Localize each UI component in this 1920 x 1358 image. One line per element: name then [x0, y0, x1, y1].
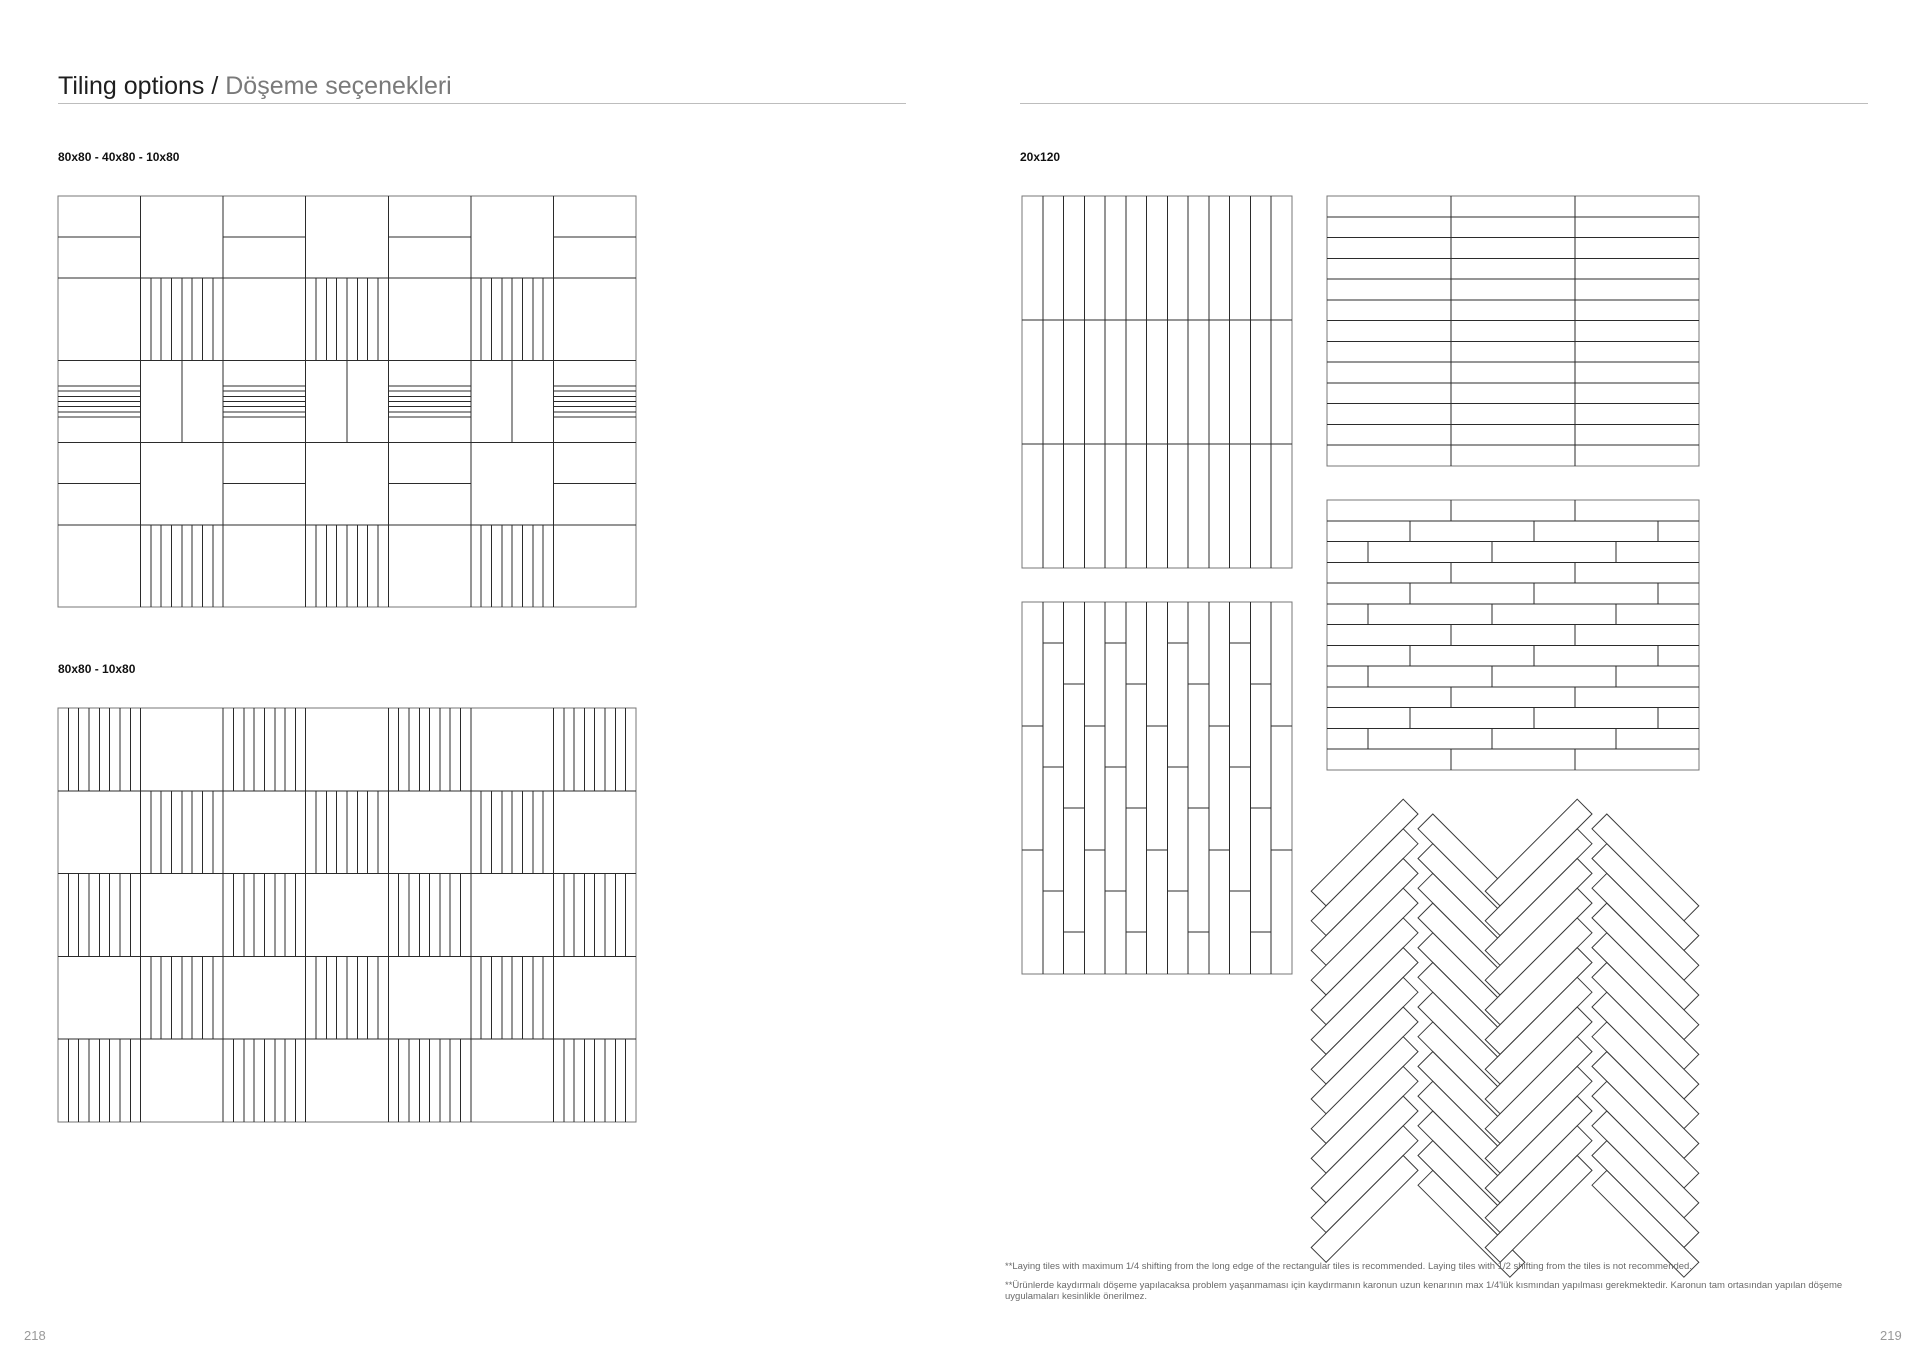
pattern-frame [1327, 500, 1699, 770]
laying-notes [1005, 1261, 1885, 1310]
pattern-frame [1327, 196, 1699, 466]
tiling-pattern-vertical-offset [1022, 602, 1292, 974]
tiling-pattern-horizontal-stack [1327, 196, 1699, 466]
title-english: Tiling options [58, 72, 205, 100]
pattern-2-label: 80x80 - 10x80 [58, 662, 136, 676]
tiling-pattern-herringbone [1320, 796, 1700, 1206]
note-turkish: **Ürünlerde kaydırmalı döşeme yapılacaksa problem yaşanmaması için kaydırmanın karonun uzun kenarının max 1/4'lük kısmından yapılması gerekmektedir. Karonun tam ortasından yapılan döşeme uygulamaları kesinlikle önerilmez. [1005, 1280, 1843, 1302]
right-title-rule [1020, 103, 1868, 104]
pattern-1-label: 80x80 - 40x80 - 10x80 [58, 150, 180, 164]
title-turkish: Döşeme seçenekleri [225, 72, 452, 100]
tiling-pattern-vertical-stack [1022, 196, 1292, 568]
tiling-pattern-mixed-80x80-40x80-10x80 [58, 196, 636, 607]
title-separator: / [211, 72, 219, 100]
left-title-rule [58, 103, 906, 104]
tiling-pattern-horizontal-offset [1327, 500, 1699, 770]
pattern-frame [1022, 196, 1292, 568]
page-title [58, 72, 452, 101]
tiling-pattern-80x80-10x80 [58, 708, 636, 1122]
note-english: **Laying tiles with maximum 1/4 shifting from the long edge of the rectangular tiles is recommended. Laying tiles with 1/2 shifting from the tiles is not recommended. [1005, 1261, 1692, 1272]
pattern-frame [1022, 602, 1292, 974]
pattern-frame [58, 708, 636, 1122]
page-number-left: 218 [24, 1328, 46, 1343]
page-number-right: 219 [1880, 1328, 1902, 1343]
pattern-20x120-label: 20x120 [1020, 150, 1061, 164]
